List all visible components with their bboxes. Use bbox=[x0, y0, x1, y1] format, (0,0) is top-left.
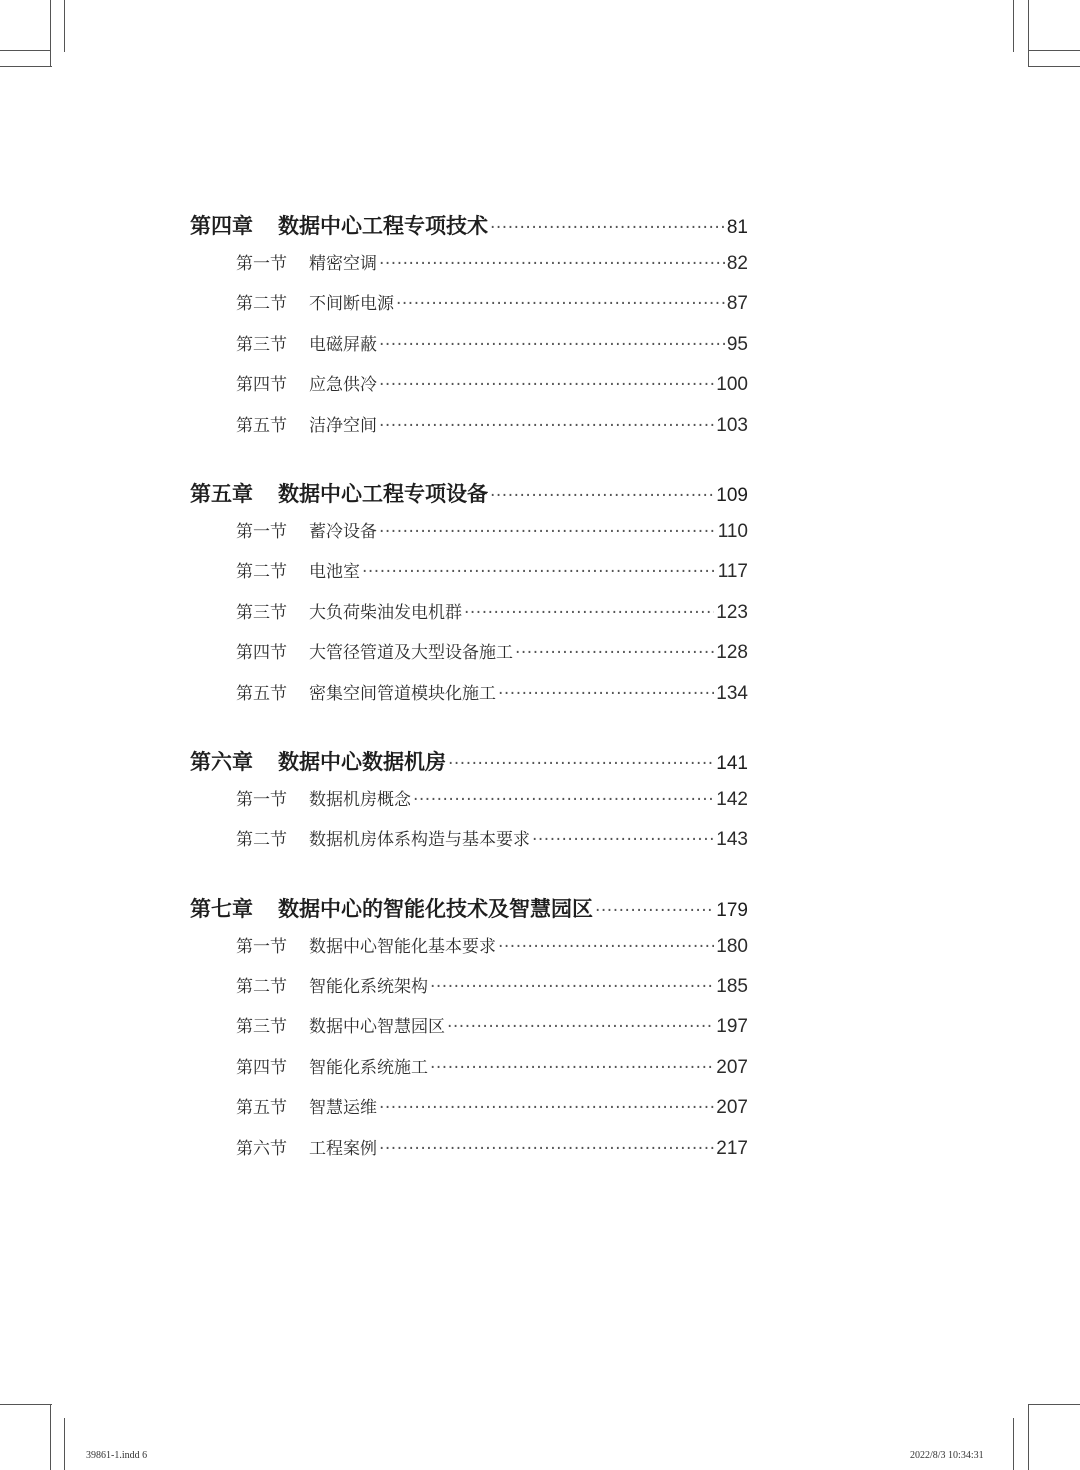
chapter-entry[interactable] bbox=[190, 210, 748, 244]
section-entry[interactable] bbox=[190, 1088, 748, 1128]
section-title: 大负荷柴油发电机群 bbox=[309, 602, 462, 623]
section-title: 大管径管道及大型设备施工 bbox=[309, 643, 513, 664]
crop-mark-top-left-h bbox=[0, 66, 52, 67]
section-entry[interactable] bbox=[190, 967, 748, 1007]
section-entry[interactable] bbox=[190, 406, 748, 446]
section-page-number: 128 bbox=[716, 642, 748, 664]
section-entry[interactable] bbox=[190, 1048, 748, 1088]
dot-leader bbox=[379, 1088, 714, 1128]
section-entry[interactable] bbox=[190, 365, 748, 405]
section-page-number: 134 bbox=[716, 682, 748, 704]
chapter-number: 第五章 bbox=[190, 481, 253, 506]
dot-leader bbox=[379, 244, 725, 284]
section-title: 应急供冷 bbox=[309, 375, 377, 396]
section-number: 第一节 bbox=[236, 936, 287, 957]
section-number: 第一节 bbox=[236, 254, 287, 274]
section-page-number: 207 bbox=[716, 1056, 748, 1078]
section-page-number: 217 bbox=[716, 1137, 748, 1159]
section-title: 工程案例 bbox=[309, 1138, 377, 1159]
section-number: 第三节 bbox=[236, 334, 287, 355]
crop-mark-top-left-inner-h bbox=[0, 50, 50, 51]
section-title: 不间断电源 bbox=[309, 294, 394, 315]
section-page-number: 207 bbox=[716, 1097, 748, 1119]
crop-mark-top-left-inner bbox=[50, 0, 51, 66]
section-entry[interactable] bbox=[190, 244, 748, 284]
dot-leader bbox=[447, 1007, 714, 1047]
dot-leader bbox=[464, 593, 714, 633]
section-number: 第四节 bbox=[236, 375, 287, 396]
dot-leader bbox=[490, 486, 714, 506]
section-number: 第六节 bbox=[236, 1138, 287, 1159]
section-title: 数据中心智能化基本要求 bbox=[309, 936, 496, 957]
crop-mark-bottom-left-h bbox=[0, 1404, 52, 1405]
footer-timestamp: 2022/8/3 10:34:31 bbox=[910, 1450, 984, 1461]
section-title: 智能化系统施工 bbox=[309, 1057, 428, 1078]
chapter-title: 数据中心工程专项设备 bbox=[278, 481, 488, 506]
section-page-number: 82 bbox=[726, 253, 748, 274]
crop-mark-top-right-h bbox=[1028, 66, 1080, 67]
section-title: 电磁屏蔽 bbox=[309, 334, 377, 355]
dot-leader bbox=[595, 901, 714, 921]
section-entry[interactable] bbox=[190, 674, 748, 714]
chapter-block bbox=[190, 210, 748, 446]
dot-leader bbox=[430, 1048, 714, 1088]
section-number: 第五节 bbox=[236, 415, 287, 436]
section-number: 第二节 bbox=[236, 977, 287, 998]
crop-mark-top-right-v bbox=[1013, 0, 1014, 52]
section-title: 密集空间管道模块化施工 bbox=[309, 683, 496, 704]
section-page-number: 110 bbox=[717, 520, 748, 542]
section-entry[interactable] bbox=[190, 284, 748, 324]
chapter-block bbox=[190, 746, 748, 861]
crop-mark-top-left-v bbox=[64, 0, 65, 52]
section-number: 第二节 bbox=[236, 562, 287, 583]
section-page-number: 180 bbox=[716, 935, 748, 957]
section-page-number: 142 bbox=[716, 788, 748, 810]
chapter-title: 数据中心的智能化技术及智慧园区 bbox=[278, 896, 593, 921]
section-number: 第四节 bbox=[236, 643, 287, 664]
section-entry[interactable] bbox=[190, 552, 748, 592]
crop-mark-bottom-left-v bbox=[64, 1418, 65, 1470]
chapter-block bbox=[190, 478, 748, 714]
chapter-page-number: 179 bbox=[716, 899, 748, 921]
dot-leader bbox=[515, 633, 714, 673]
dot-leader bbox=[532, 820, 714, 860]
section-page-number: 197 bbox=[716, 1016, 748, 1038]
dot-leader bbox=[498, 674, 714, 714]
chapter-page-number: 81 bbox=[726, 217, 748, 238]
crop-mark-bottom-right-v bbox=[1013, 1418, 1014, 1470]
section-page-number: 185 bbox=[716, 976, 748, 998]
section-title: 智慧运维 bbox=[309, 1098, 377, 1119]
table-of-contents bbox=[190, 210, 748, 1201]
section-entry[interactable] bbox=[190, 325, 748, 365]
chapter-block bbox=[190, 893, 748, 1169]
section-entry[interactable] bbox=[190, 593, 748, 633]
crop-mark-bottom-right-h bbox=[1028, 1404, 1080, 1405]
section-number: 第四节 bbox=[236, 1057, 287, 1078]
section-number: 第五节 bbox=[236, 1098, 287, 1119]
dot-leader bbox=[448, 754, 714, 774]
chapter-page-number: 141 bbox=[716, 752, 748, 774]
section-title: 数据中心智慧园区 bbox=[309, 1017, 445, 1038]
section-number: 第一节 bbox=[236, 789, 287, 810]
chapter-number: 第六章 bbox=[190, 749, 253, 774]
dot-leader bbox=[379, 365, 714, 405]
dot-leader bbox=[379, 1129, 714, 1169]
chapter-entry[interactable] bbox=[190, 478, 748, 512]
dot-leader bbox=[430, 967, 714, 1007]
section-number: 第三节 bbox=[236, 1017, 287, 1038]
section-title: 精密空调 bbox=[309, 254, 377, 274]
section-page-number: 143 bbox=[716, 829, 748, 851]
chapter-entry[interactable] bbox=[190, 746, 748, 780]
chapter-entry[interactable] bbox=[190, 893, 748, 927]
chapter-number: 第七章 bbox=[190, 896, 253, 921]
section-page-number: 117 bbox=[717, 561, 748, 583]
section-entry[interactable] bbox=[190, 820, 748, 860]
section-title: 智能化系统架构 bbox=[309, 977, 428, 998]
dot-leader bbox=[490, 218, 725, 238]
crop-mark-top-right-inner bbox=[1028, 0, 1029, 66]
dot-leader bbox=[362, 552, 716, 592]
section-title: 数据机房概念 bbox=[309, 789, 411, 810]
dot-leader bbox=[396, 284, 725, 324]
chapter-page-number: 109 bbox=[716, 484, 748, 506]
section-page-number: 100 bbox=[716, 374, 748, 396]
chapter-title: 数据中心数据机房 bbox=[278, 749, 446, 774]
chapter-title: 数据中心工程专项技术 bbox=[278, 214, 488, 238]
section-title: 电池室 bbox=[309, 562, 360, 583]
section-number: 第一节 bbox=[236, 521, 287, 542]
section-page-number: 123 bbox=[716, 601, 748, 623]
section-title: 洁净空间 bbox=[309, 415, 377, 436]
crop-mark-top-right-inner-h bbox=[1028, 50, 1080, 51]
section-entry[interactable] bbox=[190, 780, 748, 820]
section-page-number: 95 bbox=[726, 333, 748, 355]
section-entry[interactable] bbox=[190, 1007, 748, 1047]
section-page-number: 103 bbox=[716, 414, 748, 436]
section-number: 第二节 bbox=[236, 294, 287, 315]
section-number: 第五节 bbox=[236, 683, 287, 704]
dot-leader bbox=[379, 406, 714, 446]
section-title: 蓄冷设备 bbox=[309, 521, 377, 542]
chapter-number: 第四章 bbox=[190, 214, 253, 238]
crop-mark-bottom-left-inner bbox=[50, 1404, 51, 1470]
section-entry[interactable] bbox=[190, 512, 748, 552]
section-entry[interactable] bbox=[190, 633, 748, 673]
section-entry[interactable] bbox=[190, 927, 748, 967]
footer-file-info: 39861-1.indd 6 bbox=[86, 1450, 148, 1461]
section-number: 第二节 bbox=[236, 830, 287, 851]
dot-leader bbox=[379, 325, 725, 365]
section-page-number: 87 bbox=[726, 293, 748, 315]
dot-leader bbox=[413, 780, 714, 820]
crop-mark-bottom-right-inner bbox=[1028, 1404, 1029, 1470]
dot-leader bbox=[379, 512, 716, 552]
section-title: 数据机房体系构造与基本要求 bbox=[309, 830, 530, 851]
section-number: 第三节 bbox=[236, 602, 287, 623]
dot-leader bbox=[498, 927, 714, 967]
section-entry[interactable] bbox=[190, 1129, 748, 1169]
